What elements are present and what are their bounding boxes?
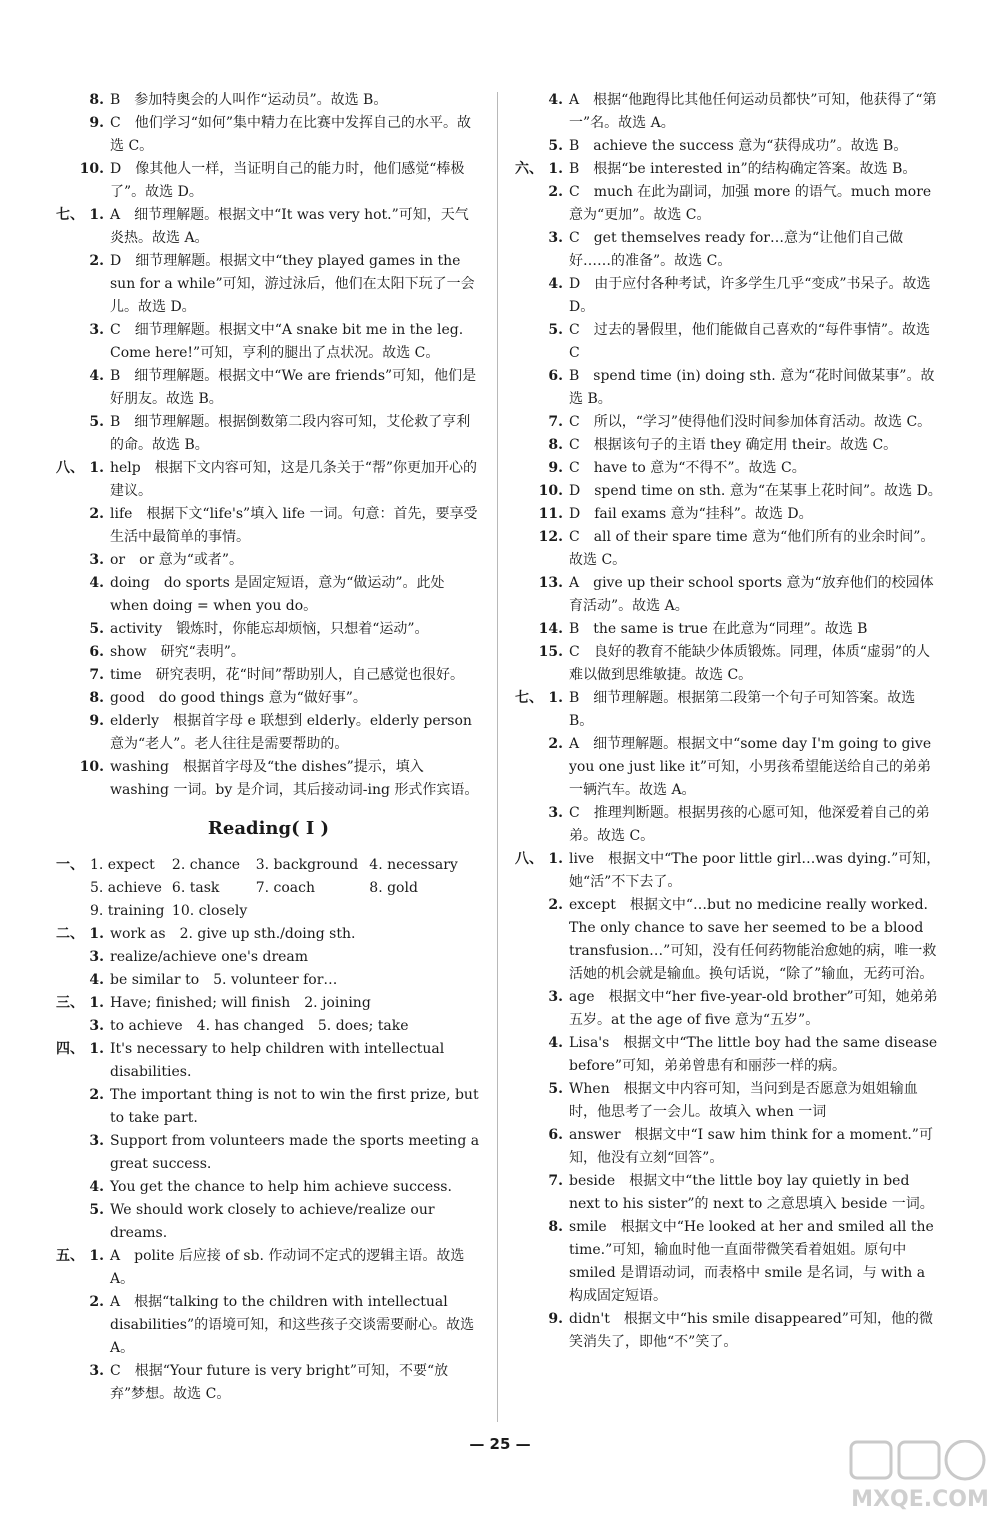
item-number: 3. [89, 552, 104, 568]
item-number: 3. [89, 322, 104, 338]
right-column [515, 89, 943, 1354]
vocab-row [56, 854, 481, 877]
answer-item [56, 549, 481, 572]
left-column [56, 89, 481, 1406]
answer-item [515, 227, 943, 273]
answer-item [56, 687, 481, 710]
item-number: 7. [548, 1173, 563, 1189]
item-number: 10. [79, 759, 104, 775]
answer-text: A polite 后应接 of sb. 作动词不定式的逻辑主语。故选 A。 [110, 1248, 465, 1287]
answer-text: to achieve 4. has changed 5. does; take [110, 1018, 409, 1034]
answer-text: work as 2. give up sth./doing sth. [110, 926, 356, 942]
item-number: 1. [548, 161, 563, 177]
item-number: 3. [548, 230, 563, 246]
answer-text: A give up their school sports 意为“放弃他们的校园体育活动”。故选 A。 [569, 575, 934, 614]
section-label: 四、 [56, 1041, 84, 1057]
answer-text: C 良好的教育不能缺少体质锻炼。同理，体质“虚弱”的人难以做到思维敏捷。故选 C。 [569, 644, 931, 683]
item-number: 3. [89, 1133, 104, 1149]
item-number: 1. [89, 460, 104, 476]
item-number: 4. [89, 575, 104, 591]
answer-text: or or 意为“或者”。 [110, 552, 244, 568]
item-number: 3. [89, 1363, 104, 1379]
answer-text: B the same is true 在此意为“同理”。故选 B [569, 621, 868, 637]
answer-item [515, 158, 943, 181]
answer-text: Lisa's 根据文中“The little boy had the same disease before”可知，弟弟曾患有和丽莎一样的病。 [569, 1035, 938, 1074]
watermark-logo [845, 1440, 995, 1515]
item-number: 10. [538, 483, 563, 499]
vocab-cell: 3. background [255, 857, 359, 873]
answer-text: B 细节理解题。根据第二段第一个句子可知答案。故选 B。 [569, 690, 916, 729]
section-heading: Reading( Ⅰ ) [207, 818, 330, 839]
answer-item [515, 526, 943, 572]
answer-text: C get themselves ready for…意为“让他们自己做好……的准备”。故选 C。 [569, 230, 904, 269]
answer-item [56, 641, 481, 664]
answer-text: be similar to 5. volunteer for… [110, 972, 338, 988]
column-divider [497, 92, 498, 1422]
answer-item [56, 1199, 481, 1245]
item-number: 6. [89, 644, 104, 660]
answer-text: B spend time (in) doing sth. 意为“花时间做某事”。故选 B。 [569, 368, 935, 407]
answer-item [56, 89, 481, 112]
item-number: 5. [89, 1202, 104, 1218]
item-number: 9. [89, 713, 104, 729]
answer-item [515, 434, 943, 457]
item-number: 5. [548, 322, 563, 338]
item-number: 1. [548, 690, 563, 706]
item-number: 7. [89, 667, 104, 683]
answer-item [56, 503, 481, 549]
answer-item [56, 618, 481, 641]
answer-item [515, 848, 943, 894]
answer-item [515, 135, 943, 158]
answer-text: life 根据下文“life's”填入 life 一词。句意：首先，要享受生活中最简单的事情。 [110, 506, 478, 545]
answer-text: D fail exams 意为“挂科”。故选 D。 [569, 506, 813, 522]
answer-text: C 所以，“学习”使得他们没时间参加体育活动。故选 C。 [569, 414, 932, 430]
answer-item [515, 733, 943, 802]
answer-item [56, 756, 481, 802]
answer-item [515, 411, 943, 434]
answer-item [515, 480, 943, 503]
answer-item [56, 969, 481, 992]
answer-text: B 细节理解题。根据文中“We are friends”可知，他们是好朋友。故选 B。 [110, 368, 477, 407]
answer-item [515, 687, 943, 733]
answer-text: B 细节理解题。根据倒数第二段内容可知，艾伦救了亨利的命。故选 B。 [110, 414, 471, 453]
item-number: 1. [89, 207, 104, 223]
item-number: 5. [89, 621, 104, 637]
answer-item [515, 503, 943, 526]
answer-item [56, 992, 481, 1015]
answer-item [56, 946, 481, 969]
item-number: 2. [548, 736, 563, 752]
answer-text: D spend time on sth. 意为“在某事上花时间”。故选 D。 [569, 483, 942, 499]
answer-text: C 根据该句子的主语 they 确定用 their。故选 C。 [569, 437, 898, 453]
answer-text: C have to 意为“不得不”。故选 C。 [569, 460, 806, 476]
section-label: 七、 [515, 690, 543, 706]
item-number: 2. [548, 897, 563, 913]
vocab-cell [256, 900, 370, 923]
answer-item [515, 273, 943, 319]
answer-text: C 过去的暑假里，他们能做自己喜欢的“每件事情”。故选 C [569, 322, 931, 361]
answer-item [56, 1130, 481, 1176]
answer-item [56, 411, 481, 457]
item-number: 3. [89, 949, 104, 965]
answer-item [515, 1308, 943, 1354]
answer-text: live 根据文中“The poor little girl…was dying.”可知，她“活”不下去了。 [569, 851, 941, 890]
vocab-cell: 9. training [90, 903, 165, 919]
answer-item [515, 365, 943, 411]
answer-text: C 根据“Your future is very bright”可知，不要“放弃”梦想。故选 C。 [110, 1363, 449, 1402]
answer-text: B achieve the success 意为“获得成功”。故选 B。 [569, 138, 908, 154]
answer-item [515, 1124, 943, 1170]
answer-text: D 像其他人一样，当证明自己的能力时，他们感觉“棒极了”。故选 D。 [110, 161, 465, 200]
answer-text: doing do sports 是固定短语，意为“做运动”。此处 when doing = when you do。 [110, 575, 445, 614]
answer-text: Have; finished; will finish 2. joining [110, 995, 371, 1011]
answer-text: C 推理判断题。根据男孩的心愿可知，他深爱着自己的弟弟。故选 C。 [569, 805, 930, 844]
answer-text: You get the chance to help him achieve success. [110, 1179, 452, 1195]
answer-item [56, 112, 481, 158]
answer-text: B 参加特奥会的人叫作“运动员”。故选 B。 [110, 92, 388, 108]
answer-item [56, 1038, 481, 1084]
item-number: 13. [538, 575, 563, 591]
answer-text: We should work closely to achieve/realize our dreams. [110, 1202, 435, 1241]
answer-item [515, 572, 943, 618]
item-number: 1. [89, 1041, 104, 1057]
left-top-answers [56, 89, 481, 802]
item-number: 14. [538, 621, 563, 637]
item-number: 2. [89, 1087, 104, 1103]
vocab-cell: 7. coach [255, 880, 315, 896]
item-number: 9. [548, 460, 563, 476]
section-label: 八、 [56, 460, 84, 476]
answer-text: D 由于应付各种考试，许多学生几乎“变成”书呆子。故选 D。 [569, 276, 931, 315]
answer-item [515, 457, 943, 480]
answer-item [56, 1015, 481, 1038]
section-label: 八、 [515, 851, 543, 867]
section-label: 七、 [56, 207, 84, 223]
answer-item [56, 250, 481, 319]
vocab-row [56, 900, 481, 923]
left-bottom-answers [56, 923, 481, 1406]
answer-item [515, 802, 943, 848]
item-number: 4. [548, 1035, 563, 1051]
item-number: 5. [548, 138, 563, 154]
item-number: 1. [89, 926, 104, 942]
answer-item [515, 1078, 943, 1124]
answer-text: show 研究“表明”。 [110, 644, 245, 660]
item-number: 3. [548, 989, 563, 1005]
item-number: 8. [89, 92, 104, 108]
answer-item [56, 710, 481, 756]
answer-item [515, 1032, 943, 1078]
answer-item [515, 181, 943, 227]
answer-item [56, 1245, 481, 1291]
item-number: 4. [89, 368, 104, 384]
vocab-cell: 10. closely [171, 903, 248, 919]
item-number: 9. [548, 1311, 563, 1327]
item-number: 4. [548, 276, 563, 292]
answer-text: elderly 根据首字母 e 联想到 elderly。elderly person 意为“老人”。老人往往是需要帮助的。 [110, 713, 472, 752]
section-one-answers [56, 854, 481, 923]
answer-item [515, 618, 943, 641]
answer-text: C much 在此为副词，加强 more 的语气。much more 意为“更加”。故选 C。 [569, 184, 932, 223]
vocab-row [56, 877, 481, 900]
answer-item [56, 1084, 481, 1130]
answer-item [515, 894, 943, 986]
answer-item [56, 664, 481, 687]
answer-text: help 根据下文内容可知，这是几条关于“帮”你更加开心的建议。 [110, 460, 478, 499]
item-number: 4. [89, 972, 104, 988]
answer-text: The important thing is not to win the first prize, but to take part. [110, 1087, 479, 1126]
answer-text: B 根据“be interested in”的结构确定答案。故选 B。 [569, 161, 917, 177]
answer-item [56, 204, 481, 250]
answer-text: C all of their spare time 意为“他们所有的业余时间”。故选 C。 [569, 529, 935, 568]
answer-text: A 细节理解题。根据文中“some day I'm going to give you one just like it”可知，小男孩希望能送给自己的弟弟一辆汽车。故选 A。 [569, 736, 932, 798]
item-number: 11. [538, 506, 563, 522]
item-number: 2. [89, 506, 104, 522]
section-label: 二、 [56, 926, 84, 942]
answer-item [515, 641, 943, 687]
answer-text: beside 根据文中“the little boy lay quietly in bed next to his sister”的 next to 之意思填入 beside 一词。 [569, 1173, 934, 1212]
item-number: 8. [89, 690, 104, 706]
answer-text: good do good things 意为“做好事”。 [110, 690, 367, 706]
item-number: 4. [89, 1179, 104, 1195]
item-number: 1. [89, 995, 104, 1011]
item-number: 5. [548, 1081, 563, 1097]
answer-text: answer 根据文中“I saw him think for a moment.”可知，他没有立刻“回答”。 [569, 1127, 933, 1166]
answer-item [515, 1170, 943, 1216]
answer-item [56, 319, 481, 365]
item-number: 2. [89, 1294, 104, 1310]
answer-item [56, 1176, 481, 1199]
answer-item [56, 158, 481, 204]
item-number: 2. [89, 253, 104, 269]
item-number: 6. [548, 368, 563, 384]
answer-item [56, 923, 481, 946]
vocab-cell [369, 900, 481, 923]
answer-text: When 根据文中内容可知，当问到是否愿意为姐姐输血时，他思考了一会儿。故填入 when 一词 [569, 1081, 918, 1120]
item-number: 15. [538, 644, 563, 660]
item-number: 10. [79, 161, 104, 177]
answer-text: D 细节理解题。根据文中“they played games in the sun for a while”可知，游过泳后，他们在太阳下玩了一会儿。故选 D。 [110, 253, 475, 315]
answer-text: A 根据“talking to the children with intellectual disabilities”的语境可知，和这些孩子交谈需要耐心。故选 A。 [110, 1294, 475, 1356]
answer-item [515, 1216, 943, 1308]
item-number: 1. [548, 851, 563, 867]
answer-text: didn't 根据文中“his smile disappeared”可知，他的微笑消失了，即他“不”笑了。 [569, 1311, 933, 1350]
answer-text: It's necessary to help children with intellectual disabilities. [110, 1041, 445, 1080]
answer-text: A 根据“他跑得比其他任何运动员都快”可知，他获得了“第一”名。故选 A。 [569, 92, 937, 131]
page-number: — 25 — [469, 1435, 531, 1453]
answer-text: except 根据文中“…but no medicine really worked. The only chance to save her seemed to be a blood transfusion…”可知，没有任何药物能治愈她的病，唯一救活她的机会就是输血。换句话说，“除了”输血，无药可治。 [569, 897, 937, 982]
section-label: 六、 [515, 161, 543, 177]
answer-item [56, 1360, 481, 1406]
item-number: 12. [538, 529, 563, 545]
answer-text: time 研究表明，花“时间”帮助别人，自己感觉也很好。 [110, 667, 464, 683]
answer-text: C 他们学习“如何”集中精力在比赛中发挥自己的水平。故选 C。 [110, 115, 472, 154]
vocab-cell: 4. necessary [369, 857, 458, 873]
item-number: 8. [548, 1219, 563, 1235]
answer-text: washing 根据首字母及“the dishes”提示，填入 washing 一词。by 是介词，其后接动词-ing 形式作宾语。 [110, 759, 479, 798]
answer-text: smile 根据文中“He looked at her and smiled all the time.”可知，输血时他一直面带微笑看着姐姐。原句中 smiled 是谓语动词，而表格中 smile 是名词，与 with a 构成固定短语。 [569, 1219, 934, 1304]
answer-item [56, 457, 481, 503]
answer-item [515, 319, 943, 365]
answer-text: Support from volunteers made the sports meeting a great success. [110, 1133, 480, 1172]
item-number: 9. [89, 115, 104, 131]
section-label: 一、 [56, 857, 84, 873]
answer-text: age 根据文中“her five-year-old brother”可知，她弟弟五岁。at the age of five 意为“五岁”。 [569, 989, 938, 1028]
item-number: 3. [548, 805, 563, 821]
item-number: 3. [89, 1018, 104, 1034]
section-label: 三、 [56, 995, 84, 1011]
answer-text: A 细节理解题。根据文中“It was very hot.”可知，天气炎热。故选 A。 [110, 207, 469, 246]
right-answers [515, 89, 943, 1354]
answer-item [515, 89, 943, 135]
answer-item [56, 1291, 481, 1360]
vocab-cell: 2. chance [171, 857, 241, 873]
answer-text: C 细节理解题。根据文中“A snake bit me in the leg. Come here!”可知，亨利的腿出了点状况。故选 C。 [110, 322, 464, 361]
vocab-cell: 8. gold [369, 880, 418, 896]
answer-text: realize/achieve one's dream [110, 949, 309, 965]
section-label: 五、 [56, 1248, 84, 1264]
item-number: 2. [548, 184, 563, 200]
answer-item [515, 986, 943, 1032]
vocab-cell: 6. task [171, 880, 220, 896]
answer-text: activity 锻炼时，你能忘却烦恼，只想着“运动”。 [110, 621, 429, 637]
vocab-cell: 5. achieve [90, 880, 162, 896]
answer-item [56, 365, 481, 411]
item-number: 7. [548, 414, 563, 430]
watermark-text: MXQE.COM [851, 1487, 989, 1512]
answer-item [56, 572, 481, 618]
item-number: 1. [89, 1248, 104, 1264]
item-number: 4. [548, 92, 563, 108]
item-number: 6. [548, 1127, 563, 1143]
item-number: 5. [89, 414, 104, 430]
item-number: 8. [548, 437, 563, 453]
vocab-cell: 1. expect [90, 857, 155, 873]
